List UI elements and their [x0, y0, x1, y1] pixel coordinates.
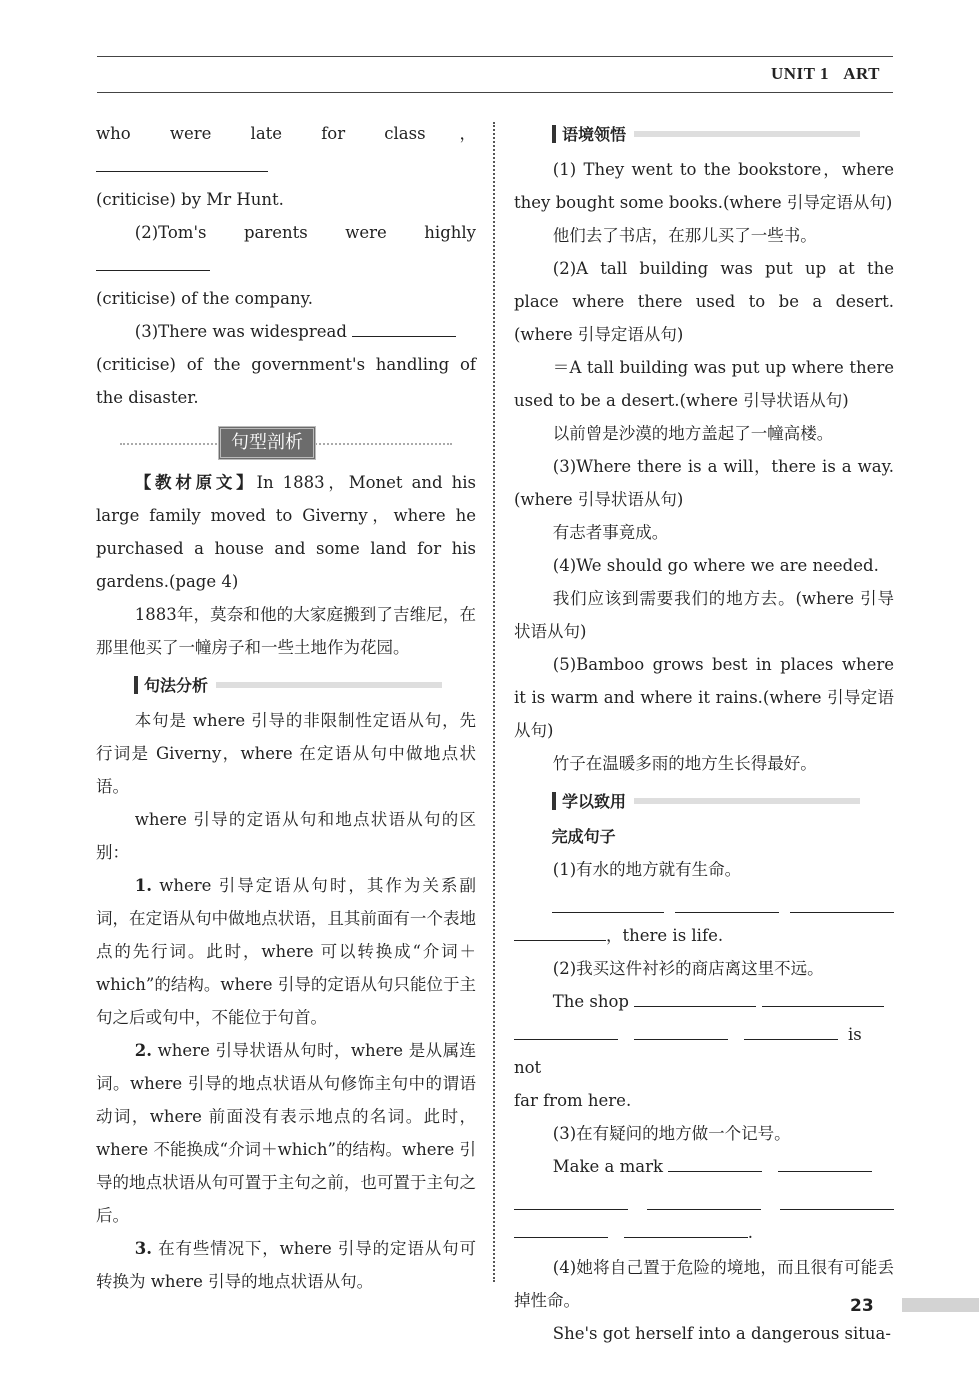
- example: (2)A tall building was put up at the place where there used to be a desert.(where 引导定语从句): [514, 259, 894, 344]
- header-title: ART: [843, 64, 880, 83]
- heading-text: 语境领悟: [562, 124, 627, 144]
- source-paragraph: [96, 466, 476, 598]
- example-translation: 有志者事竟成。: [552, 523, 669, 542]
- heading-line: [634, 798, 860, 804]
- task-title: 完成句子: [551, 827, 616, 846]
- answer-line: [514, 1150, 894, 1183]
- example: (4)We should go where we are needed.: [552, 556, 879, 575]
- answer-blank[interactable]: [647, 1191, 761, 1210]
- page-number: 23: [850, 1296, 874, 1316]
- point-number: 3.: [134, 1239, 152, 1258]
- answer-blank[interactable]: [675, 894, 779, 913]
- heading-text: 句法分析: [144, 675, 209, 695]
- answer-line: [514, 919, 894, 952]
- text: She's got herself into a dangerous situa-: [552, 1324, 891, 1343]
- text: far from here.: [514, 1091, 632, 1110]
- point-text: 在有些情况下，where 引导的定语从句可转换为 where 引导的地点状语从句。: [96, 1239, 476, 1291]
- point-number: 2.: [134, 1041, 152, 1060]
- answer-line: [514, 985, 894, 1018]
- running-header: [97, 64, 880, 84]
- question-2: (2)我买这件衬衫的商店离这里不远。: [552, 959, 824, 978]
- answer-blank[interactable]: [634, 1021, 728, 1040]
- point-number: 1.: [134, 876, 152, 895]
- answer-blank[interactable]: [514, 922, 606, 941]
- answer-row: [514, 1183, 894, 1216]
- heading-mark: [552, 125, 556, 143]
- answer-blank[interactable]: [96, 153, 268, 172]
- answer-blank[interactable]: [352, 318, 456, 337]
- answer-blank[interactable]: [744, 1021, 838, 1040]
- text: ，there is life.: [606, 926, 724, 945]
- answer-blank[interactable]: [624, 1219, 748, 1238]
- answer-line: [514, 1216, 894, 1249]
- source-translation: 1883年，莫奈和他的大家庭搬到了吉维尼，在那里他买了一幢房子和一些土地作为花园。: [96, 605, 476, 657]
- column-divider: [493, 122, 495, 1282]
- paragraph: [96, 315, 476, 348]
- point-text: where 引导状语从句时，where 是从属连词。where 引导的地点状语从句修饰主句中的谓语动词，where 前面没有表示地点的名词。此时，where 不能换成“介词＋which”的结构。where 引导的地点状语从句可置于主句之前，也可置于主句之后。: [96, 1041, 476, 1225]
- answer-blank[interactable]: [790, 894, 894, 913]
- banner-title: 句型剖析: [218, 426, 316, 460]
- text: who were late for class，: [96, 124, 476, 143]
- question-4: (4)她将自己置于危险的境地，而且很有可能丢掉性命。: [514, 1258, 894, 1310]
- heading-context: [552, 119, 894, 149]
- analysis-point-1: [96, 869, 476, 1034]
- text: is not: [514, 1025, 862, 1077]
- answer-blank[interactable]: [514, 1219, 608, 1238]
- text: (3)There was widespread: [134, 322, 347, 341]
- heading-apply: [552, 786, 894, 816]
- example: ＝A tall building was put up where there used to be a desert.(where 引导状语从句): [514, 358, 894, 410]
- right-column: [514, 117, 894, 1350]
- answer-blank[interactable]: [514, 1191, 628, 1210]
- left-column: [96, 117, 476, 1298]
- answer-line: [514, 1018, 894, 1084]
- analysis-point-3: [96, 1232, 476, 1298]
- heading-text: 学以致用: [562, 791, 627, 811]
- point-text: where 引导定语从句时，其作为关系副词，在定语从句中做地点状语，且其前面有一个表地点的先行词。此时，where 可以转换成“介词＋which”的结构。where 引导的定语从句只能位于主句之后或句中，不能位于句首。: [96, 876, 476, 1027]
- example: (3)Where there is a will，there is a way.(where 引导状语从句): [514, 457, 894, 509]
- answer-blank[interactable]: [780, 1191, 894, 1210]
- header-rule: [97, 92, 893, 93]
- analysis-paragraph: 本句是 where 引导的非限制性定语从句，先行词是 Giverny，where 在定语从句中做地点状语。: [96, 711, 476, 796]
- heading-line: [216, 682, 442, 688]
- example-translation: 竹子在温暖多雨的地方生长得最好。: [552, 754, 817, 773]
- question-3: (3)在有疑问的地方做一个记号。: [552, 1124, 791, 1143]
- text: The shop: [552, 992, 629, 1011]
- answer-blank[interactable]: [762, 988, 884, 1007]
- answer-blank[interactable]: [778, 1153, 872, 1172]
- example: (1) They went to the bookstore，where they bought some books.(where 引导定语从句): [514, 160, 894, 212]
- heading-mark: [552, 792, 556, 810]
- top-rule: [97, 56, 893, 57]
- answer-blank[interactable]: [668, 1153, 762, 1172]
- text: .: [747, 1223, 753, 1242]
- example: (5)Bamboo grows best in places where it is warm and where it rains.(where 引导定语从句): [514, 655, 894, 740]
- question-1: (1)有水的地方就有生命。: [552, 860, 742, 879]
- text: (2)Tom's parents were highly: [134, 223, 476, 242]
- heading-syntax-analysis: [134, 670, 476, 700]
- heading-line: [634, 131, 860, 137]
- paragraph: [96, 216, 476, 282]
- source-text: In 1883，Monet and his large family moved to Giverny，where he purchased a house and some land for his gardens.(page 4): [96, 473, 477, 591]
- answer-blank[interactable]: [552, 894, 664, 913]
- answer-blank[interactable]: [96, 252, 210, 271]
- section-banner: [96, 424, 476, 460]
- heading-mark: [134, 676, 138, 694]
- example-translation: 他们去了书店，在那儿买了一些书。: [552, 226, 817, 245]
- paragraph: (criticise) by Mr Hunt.: [96, 190, 284, 209]
- answer-blank[interactable]: [634, 988, 756, 1007]
- text: Make a mark: [552, 1157, 663, 1176]
- paragraph: [96, 117, 476, 183]
- example-translation: 以前曾是沙漠的地方盖起了一幢高楼。: [552, 424, 834, 443]
- example-translation: 我们应该到需要我们的地方去。(where 引导状语从句): [514, 589, 894, 641]
- source-label: 【教材原文】: [134, 473, 257, 492]
- paragraph: (criticise) of the government's handling of the disaster.: [96, 355, 476, 407]
- answer-row: [514, 886, 894, 919]
- page-number-bar: [902, 1298, 979, 1312]
- analysis-point-2: [96, 1034, 476, 1232]
- answer-blank[interactable]: [514, 1021, 618, 1040]
- analysis-paragraph: where 引导的定语从句和地点状语从句的区别：: [96, 810, 476, 862]
- paragraph: (criticise) of the company.: [96, 289, 313, 308]
- header-unit: UNIT 1: [771, 64, 829, 83]
